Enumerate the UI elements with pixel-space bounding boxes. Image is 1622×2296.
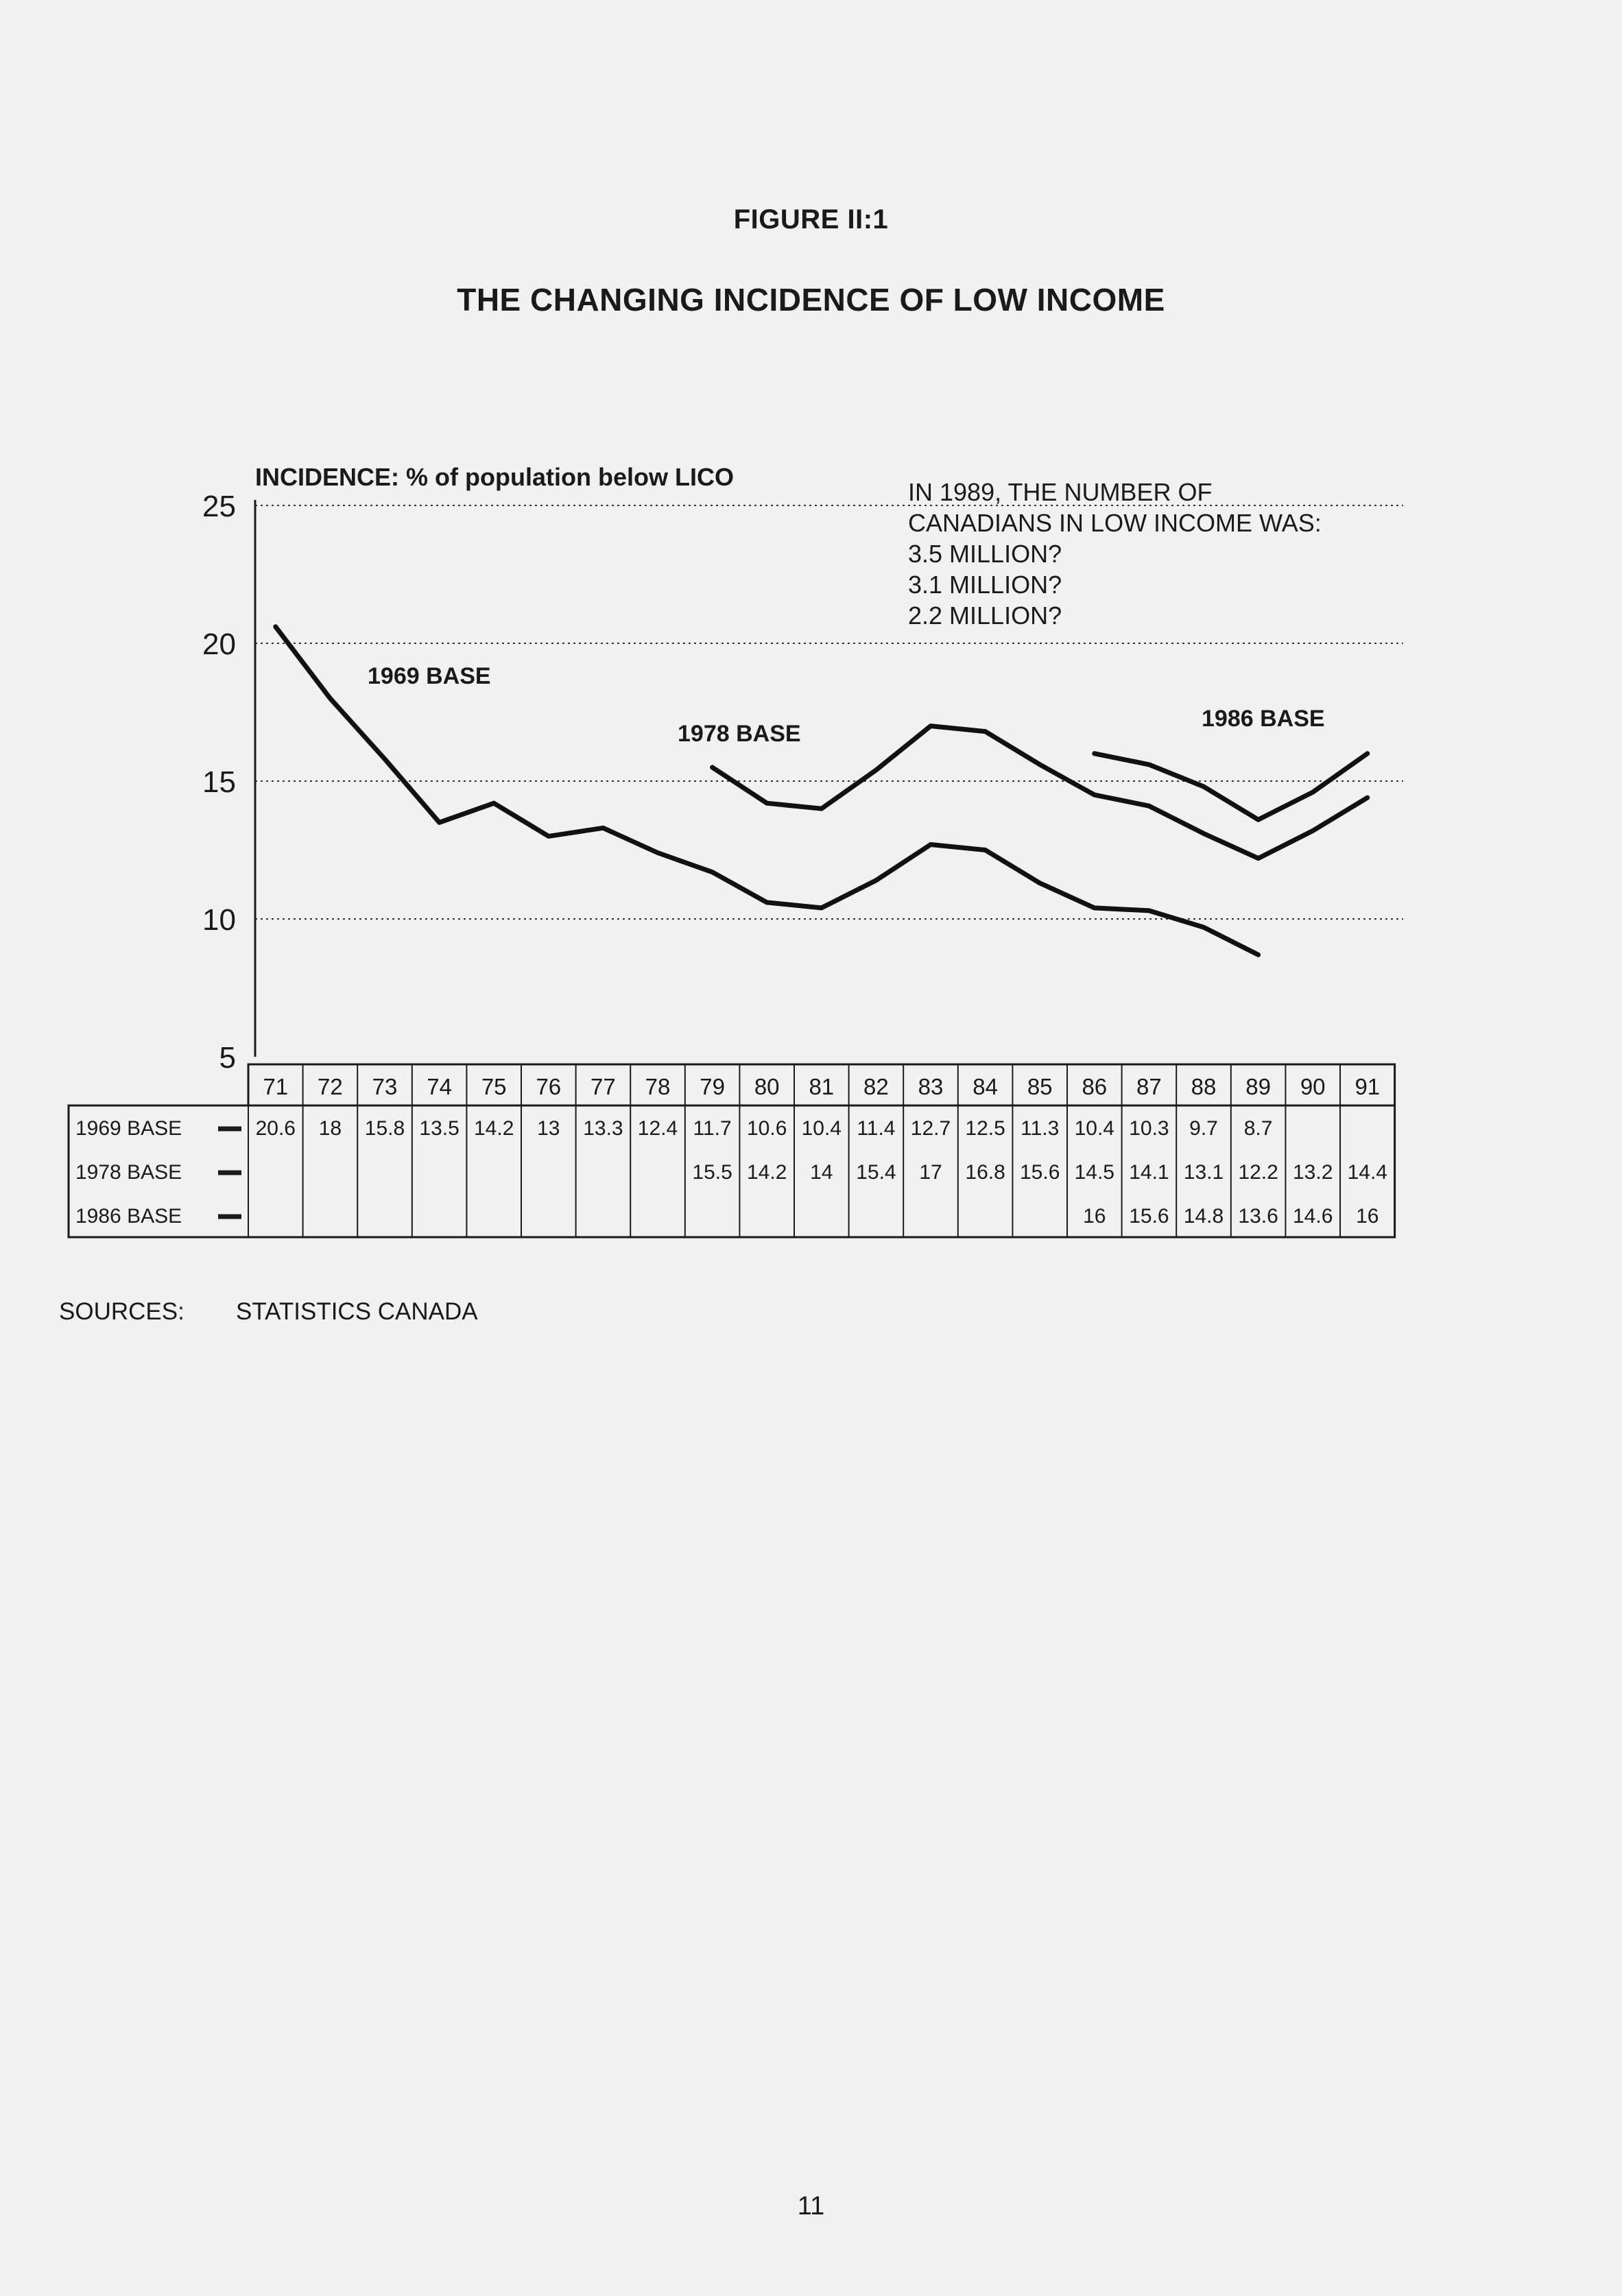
year-label: 91 [1355,1074,1381,1099]
table-cell: 11.4 [857,1117,896,1140]
table-cell: 14 [810,1161,833,1184]
table-cell: 15.5 [692,1161,732,1184]
data-table [69,1064,1395,1237]
series-line-labels [368,663,1325,747]
chart-annotation [908,478,1322,630]
table-cell: 8.7 [1243,1117,1273,1140]
table-cell: 11.3 [1021,1117,1060,1140]
series-line-label: 1986 BASE [1202,706,1325,732]
sources-label: SOURCES: [59,1298,184,1325]
year-label: 82 [863,1074,889,1099]
table-cell: 13.2 [1293,1161,1333,1184]
y-axis-label: INCIDENCE: % of population below LICO [255,463,734,491]
year-label: 85 [1027,1074,1053,1099]
table-cell: 15.8 [364,1117,405,1140]
annotation-line: 2.2 MILLION? [908,601,1062,630]
table-cell: 17 [919,1161,942,1184]
table-cell: 15.4 [856,1161,896,1184]
table-cell: 12.5 [965,1117,1005,1140]
y-tick-label: 10 [202,903,236,937]
series-line [1095,754,1368,820]
table-cell: 14.6 [1293,1205,1333,1228]
table-cell: 10.6 [747,1117,787,1140]
sources-note [59,1298,478,1326]
table-cell: 10.4 [1074,1117,1114,1140]
year-label: 72 [318,1074,343,1099]
year-label: 86 [1082,1074,1108,1099]
table-cell: 14.2 [474,1117,514,1140]
table-cell: 12.7 [910,1117,951,1140]
table-cell: 16 [1083,1205,1106,1228]
table-cell: 10.4 [801,1117,842,1140]
table-cell: 11.7 [693,1117,732,1140]
table-cell: 13.3 [583,1117,623,1140]
series-line-label: 1969 BASE [368,663,491,689]
table-cell: 10.3 [1129,1117,1169,1140]
year-label: 87 [1136,1074,1162,1099]
year-label: 90 [1300,1074,1326,1099]
table-cell: 16.8 [965,1161,1005,1184]
year-label: 78 [645,1074,671,1099]
year-label: 83 [918,1074,944,1099]
table-cell: 9.7 [1189,1117,1218,1140]
sources-value: STATISTICS CANADA [236,1298,478,1325]
figure-number: FIGURE II:1 [733,204,889,235]
table-row-label: 1986 BASE [75,1205,182,1228]
table-cell: 12.2 [1238,1161,1278,1184]
table-cell: 13 [537,1117,560,1140]
year-label: 89 [1245,1074,1271,1099]
table-cell: 13.6 [1238,1205,1278,1228]
y-tick-label: 20 [202,627,236,661]
year-label: 76 [536,1074,562,1099]
y-tick-labels [202,490,236,1075]
table-cell: 14.2 [747,1161,787,1184]
year-label: 74 [427,1074,452,1099]
table-cell: 18 [318,1117,342,1140]
table-cell: 14.8 [1183,1205,1224,1228]
year-label: 80 [754,1074,780,1099]
table-cell: 13.1 [1183,1161,1224,1184]
table-cell: 15.6 [1129,1205,1169,1228]
table-cell: 15.6 [1020,1161,1060,1184]
table-cell: 14.4 [1347,1161,1387,1184]
y-tick-label: 5 [219,1041,236,1075]
figure-title: THE CHANGING INCIDENCE OF LOW INCOME [457,282,1165,318]
annotation-line: CANADIANS IN LOW INCOME WAS: [908,509,1322,537]
year-label: 75 [481,1074,507,1099]
series-line-label: 1978 BASE [678,721,801,747]
table-cell: 13.5 [419,1117,460,1140]
year-label: 71 [263,1074,289,1099]
year-label: 84 [973,1074,998,1099]
table-cell: 12.4 [637,1117,678,1140]
table-cell: 20.6 [255,1117,296,1140]
annotation-line: 3.1 MILLION? [908,571,1062,599]
table-cell: 14.1 [1129,1161,1169,1184]
table-cell: 14.5 [1074,1161,1114,1184]
table-row-label: 1969 BASE [75,1117,182,1140]
table-cell: 16 [1356,1205,1379,1228]
year-label: 73 [372,1074,398,1099]
y-tick-label: 15 [202,765,236,799]
series-line [713,726,1368,859]
year-label: 88 [1191,1074,1217,1099]
year-label: 79 [700,1074,725,1099]
annotation-line: IN 1989, THE NUMBER OF [908,478,1213,506]
y-tick-label: 25 [202,490,236,523]
year-label: 81 [809,1074,835,1099]
page-number: 11 [797,2192,825,2221]
annotation-line: 3.5 MILLION? [908,540,1062,568]
year-label: 77 [591,1074,616,1099]
table-row-label: 1978 BASE [75,1161,182,1184]
